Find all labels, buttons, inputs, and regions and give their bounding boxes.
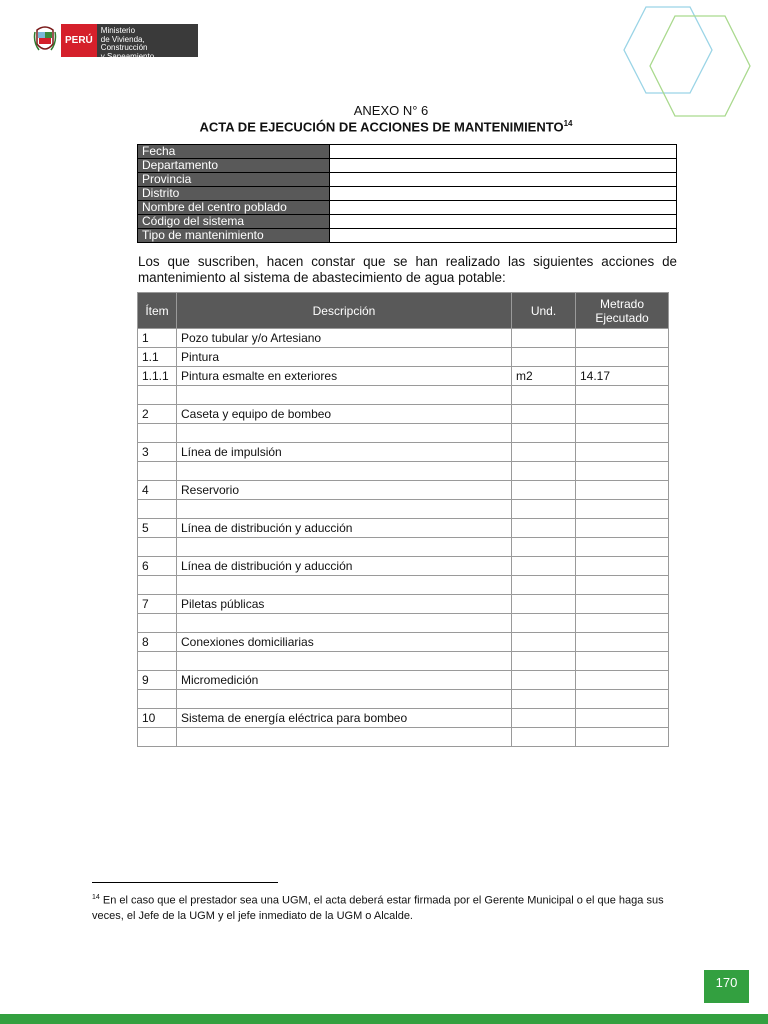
description-cell: [177, 728, 512, 747]
unit-cell: [512, 671, 576, 690]
quantity-cell: [576, 538, 669, 557]
quantity-cell: [576, 576, 669, 595]
unit-cell: [512, 519, 576, 538]
unit-cell: [512, 690, 576, 709]
info-value-field[interactable]: [330, 145, 677, 159]
item-cell: 1.1: [138, 348, 177, 367]
col-header-unit: Und.: [512, 293, 576, 329]
title-text: ACTA DE EJECUCIÓN DE ACCIONES DE MANTENIMIENTO: [199, 119, 564, 135]
ministry-line: de Vivienda, Construcción: [100, 34, 148, 52]
unit-cell: m2: [512, 367, 576, 386]
quantity-cell: [576, 443, 669, 462]
table-row: [138, 424, 669, 443]
item-cell: [138, 652, 177, 671]
coat-of-arms-icon: [33, 24, 57, 57]
quantity-cell: [576, 481, 669, 500]
description-cell: [177, 462, 512, 481]
bottom-accent-bar: [0, 1014, 768, 1024]
table-row: [138, 595, 669, 614]
quantity-cell: [576, 595, 669, 614]
description-cell: [177, 690, 512, 709]
footnote: [92, 890, 672, 924]
table-row: [138, 519, 669, 538]
table-row: [138, 728, 669, 747]
info-label: Tipo de mantenimiento: [138, 229, 330, 243]
info-row: [138, 215, 677, 229]
info-row: [138, 201, 677, 215]
item-cell: [138, 386, 177, 405]
quantity-cell: [576, 614, 669, 633]
description-cell: [177, 652, 512, 671]
col-header-item: Ítem: [138, 293, 177, 329]
quantity-cell: [576, 462, 669, 481]
unit-cell: [512, 538, 576, 557]
quantity-cell: [576, 671, 669, 690]
unit-cell: [512, 481, 576, 500]
ministry-line: y Saneamiento: [100, 51, 155, 61]
description-cell: Piletas públicas: [177, 595, 512, 614]
table-row: [138, 633, 669, 652]
info-value-field[interactable]: [330, 229, 677, 243]
peru-label: PERÚ: [61, 24, 97, 57]
description-cell: Sistema de energía eléctrica para bombeo: [177, 709, 512, 728]
info-label: Nombre del centro poblado: [138, 201, 330, 215]
table-row: [138, 557, 669, 576]
table-row: [138, 405, 669, 424]
item-cell: [138, 614, 177, 633]
table-row: [138, 348, 669, 367]
unit-cell: [512, 652, 576, 671]
item-cell: [138, 728, 177, 747]
description-cell: Línea de impulsión: [177, 443, 512, 462]
info-value-field[interactable]: [330, 173, 677, 187]
document-title: [0, 119, 768, 134]
info-row: [138, 187, 677, 201]
description-cell: Pintura esmalte en exteriores: [177, 367, 512, 386]
footnote-text: En el caso que el prestador sea una UGM, el acta deberá estar firmada por el Gerente Municipal o el que haga sus veces, el Jefe de la UGM y el jefe inmediato de la UGM o Alcalde.: [92, 894, 664, 922]
table-row: [138, 709, 669, 728]
quantity-cell: [576, 690, 669, 709]
info-row: [138, 145, 677, 159]
description-cell: Reservorio: [177, 481, 512, 500]
item-cell: 6: [138, 557, 177, 576]
ministry-name: [97, 24, 198, 61]
unit-cell: [512, 405, 576, 424]
description-cell: Pintura: [177, 348, 512, 367]
table-row: [138, 671, 669, 690]
page-number: 170: [704, 970, 749, 1003]
col-header-quantity: Metrado Ejecutado: [576, 293, 669, 329]
col-header-description: Descripción: [177, 293, 512, 329]
info-label: Provincia: [138, 173, 330, 187]
info-label: Distrito: [138, 187, 330, 201]
table-header-row: [138, 293, 669, 329]
quantity-cell: [576, 424, 669, 443]
info-value-field[interactable]: [330, 159, 677, 173]
quantity-cell: [576, 519, 669, 538]
table-row: [138, 576, 669, 595]
unit-cell: [512, 424, 576, 443]
description-cell: Micromedición: [177, 671, 512, 690]
description-cell: [177, 614, 512, 633]
description-cell: [177, 538, 512, 557]
table-row: [138, 690, 669, 709]
item-cell: [138, 576, 177, 595]
table-row: [138, 652, 669, 671]
unit-cell: [512, 462, 576, 481]
info-label: Fecha: [138, 145, 330, 159]
table-row: [138, 462, 669, 481]
table-row: [138, 500, 669, 519]
description-cell: Conexiones domiciliarias: [177, 633, 512, 652]
unit-cell: [512, 728, 576, 747]
unit-cell: [512, 595, 576, 614]
description-cell: [177, 500, 512, 519]
table-row: [138, 481, 669, 500]
unit-cell: [512, 576, 576, 595]
item-cell: [138, 690, 177, 709]
quantity-cell: [576, 329, 669, 348]
table-row: [138, 386, 669, 405]
description-cell: [177, 576, 512, 595]
description-cell: Caseta y equipo de bombeo: [177, 405, 512, 424]
unit-cell: [512, 709, 576, 728]
info-value-field[interactable]: [330, 215, 677, 229]
quantity-cell: [576, 652, 669, 671]
table-row: [138, 538, 669, 557]
unit-cell: [512, 329, 576, 348]
info-label: Código del sistema: [138, 215, 330, 229]
annex-number: ANEXO N° 6: [353, 103, 429, 118]
info-label: Departamento: [138, 159, 330, 173]
description-cell: [177, 424, 512, 443]
table-row: [138, 614, 669, 633]
item-cell: 4: [138, 481, 177, 500]
quantity-cell: [576, 386, 669, 405]
description-cell: Pozo tubular y/o Artesiano: [177, 329, 512, 348]
unit-cell: [512, 500, 576, 519]
table-row: [138, 329, 669, 348]
quantity-cell: [576, 728, 669, 747]
quantity-cell: [576, 557, 669, 576]
intro-paragraph: Los que suscriben, hacen constar que se han realizado las siguientes acciones de mantenimiento al sistema de abastecimiento de agua potable:: [138, 254, 677, 285]
unit-cell: [512, 633, 576, 652]
info-row: [138, 159, 677, 173]
unit-cell: [512, 557, 576, 576]
item-cell: [138, 538, 177, 557]
info-value-field[interactable]: [330, 201, 677, 215]
quantity-cell: [576, 500, 669, 519]
footnote-divider: [92, 882, 278, 883]
quantity-cell: [576, 709, 669, 728]
info-table: [137, 144, 677, 243]
info-row: [138, 173, 677, 187]
description-cell: Línea de distribución y aducción: [177, 519, 512, 538]
quantity-cell: [576, 348, 669, 367]
item-cell: 1.1.1: [138, 367, 177, 386]
unit-cell: [512, 348, 576, 367]
unit-cell: [512, 614, 576, 633]
item-cell: [138, 500, 177, 519]
unit-cell: [512, 386, 576, 405]
item-cell: [138, 424, 177, 443]
item-cell: 10: [138, 709, 177, 728]
item-cell: 7: [138, 595, 177, 614]
info-value-field[interactable]: [330, 187, 677, 201]
table-row: [138, 443, 669, 462]
maintenance-table: [137, 292, 669, 747]
item-cell: 1: [138, 329, 177, 348]
info-row: [138, 229, 677, 243]
item-cell: 5: [138, 519, 177, 538]
description-cell: [177, 386, 512, 405]
item-cell: 2: [138, 405, 177, 424]
quantity-cell: [576, 633, 669, 652]
quantity-cell: 14.17: [576, 367, 669, 386]
description-cell: Línea de distribución y aducción: [177, 557, 512, 576]
title-footnote-ref: 14: [563, 119, 573, 128]
footnote-number: 14: [92, 894, 100, 901]
item-cell: 9: [138, 671, 177, 690]
quantity-cell: [576, 405, 669, 424]
item-cell: [138, 462, 177, 481]
item-cell: 8: [138, 633, 177, 652]
ministry-line: Ministerio: [100, 26, 136, 35]
table-row: [138, 367, 669, 386]
ministry-logo: [33, 24, 198, 61]
unit-cell: [512, 443, 576, 462]
item-cell: 3: [138, 443, 177, 462]
